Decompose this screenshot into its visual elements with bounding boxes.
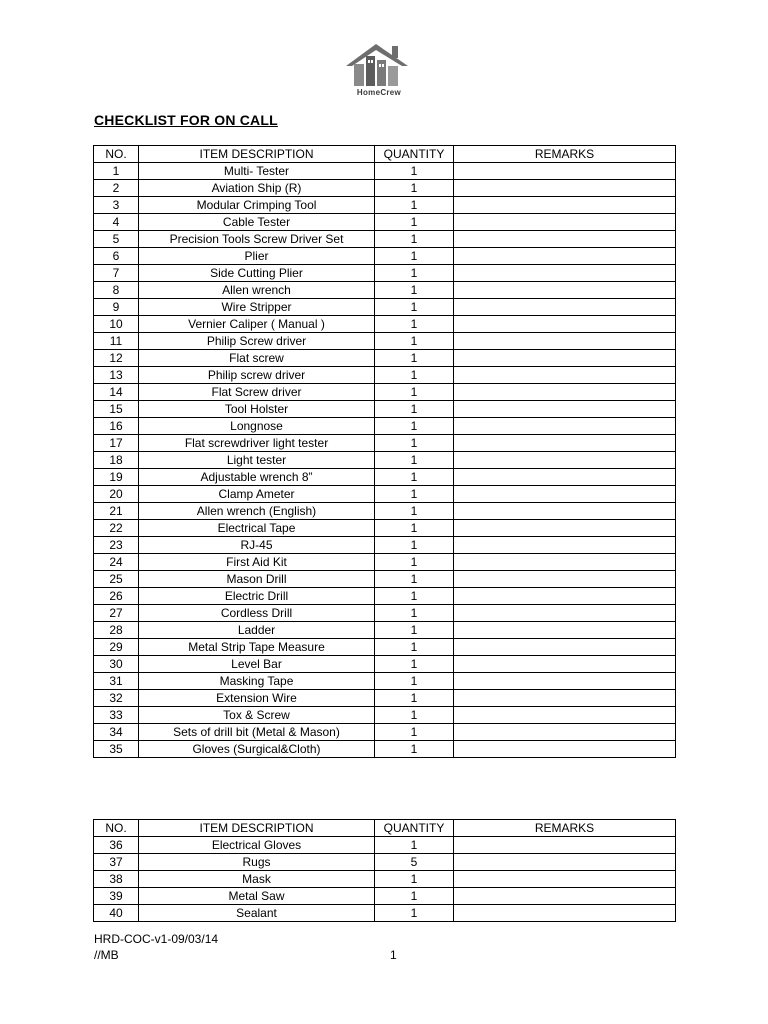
item-description-cell: Metal Strip Tape Measure [139,639,375,656]
quantity-cell: 1 [375,724,454,741]
remarks-cell[interactable] [454,316,676,333]
item-description-cell: Philip screw driver [139,367,375,384]
item-number-cell: 23 [94,537,139,554]
column-header-no: NO. [94,146,139,163]
quantity-cell: 1 [375,656,454,673]
item-number-cell: 38 [94,871,139,888]
table-row [94,741,676,758]
column-header-remarks: REMARKS [454,146,676,163]
remarks-cell[interactable] [454,588,676,605]
item-number-cell: 10 [94,316,139,333]
remarks-cell[interactable] [454,418,676,435]
item-number-cell: 17 [94,435,139,452]
item-description-cell: Cordless Drill [139,605,375,622]
remarks-cell[interactable] [454,871,676,888]
table-row [94,418,676,435]
remarks-cell[interactable] [454,707,676,724]
item-number-cell: 29 [94,639,139,656]
item-number-cell: 1 [94,163,139,180]
remarks-cell[interactable] [454,435,676,452]
item-number-cell: 20 [94,486,139,503]
table-row [94,180,676,197]
quantity-cell: 5 [375,854,454,871]
remarks-cell[interactable] [454,571,676,588]
quantity-cell: 1 [375,690,454,707]
table-body [94,837,676,922]
table-header-row [94,146,676,163]
item-description-cell: Tox & Screw [139,707,375,724]
quantity-cell: 1 [375,707,454,724]
item-description-cell: Mason Drill [139,571,375,588]
remarks-cell[interactable] [454,248,676,265]
quantity-cell: 1 [375,316,454,333]
quantity-cell: 1 [375,248,454,265]
item-number-cell: 4 [94,214,139,231]
quantity-cell: 1 [375,905,454,922]
item-description-cell: Electric Drill [139,588,375,605]
quantity-cell: 1 [375,180,454,197]
table-header-row [94,820,676,837]
table-row [94,520,676,537]
table-row [94,469,676,486]
item-number-cell: 40 [94,905,139,922]
table-row [94,854,676,871]
table-row [94,282,676,299]
remarks-cell[interactable] [454,639,676,656]
table-row [94,837,676,854]
company-logo [340,40,418,100]
item-description-cell: Masking Tape [139,673,375,690]
quantity-cell: 1 [375,503,454,520]
table-row [94,588,676,605]
remarks-cell[interactable] [454,197,676,214]
quantity-cell: 1 [375,486,454,503]
remarks-cell[interactable] [454,469,676,486]
remarks-cell[interactable] [454,690,676,707]
table-row [94,503,676,520]
item-description-cell: Ladder [139,622,375,639]
quantity-cell: 1 [375,837,454,854]
item-description-cell: Wire Stripper [139,299,375,316]
remarks-cell[interactable] [454,333,676,350]
remarks-cell[interactable] [454,180,676,197]
table-row [94,265,676,282]
table-row [94,248,676,265]
item-number-cell: 8 [94,282,139,299]
item-description-cell: Philip Screw driver [139,333,375,350]
remarks-cell[interactable] [454,350,676,367]
quantity-cell: 1 [375,333,454,350]
remarks-cell[interactable] [454,520,676,537]
remarks-cell[interactable] [454,503,676,520]
item-description-cell: Side Cutting Plier [139,265,375,282]
remarks-cell[interactable] [454,265,676,282]
remarks-cell[interactable] [454,282,676,299]
table-row [94,401,676,418]
item-description-cell: Aviation Ship (R) [139,180,375,197]
item-description-cell: Sealant [139,905,375,922]
item-number-cell: 6 [94,248,139,265]
quantity-cell: 1 [375,163,454,180]
table-row [94,197,676,214]
quantity-cell: 1 [375,639,454,656]
item-description-cell: Flat Screw driver [139,384,375,401]
remarks-cell[interactable] [454,452,676,469]
item-description-cell: Modular Crimping Tool [139,197,375,214]
item-number-cell: 34 [94,724,139,741]
table-row [94,605,676,622]
remarks-cell[interactable] [454,231,676,248]
table-row [94,656,676,673]
item-description-cell: RJ-45 [139,537,375,554]
table-row [94,888,676,905]
remarks-cell[interactable] [454,554,676,571]
quantity-cell: 1 [375,469,454,486]
item-description-cell: Allen wrench [139,282,375,299]
item-description-cell: Mask [139,871,375,888]
table-row [94,367,676,384]
item-description-cell: Allen wrench (English) [139,503,375,520]
remarks-cell[interactable] [454,163,676,180]
item-description-cell: Flat screw [139,350,375,367]
quantity-cell: 1 [375,537,454,554]
item-number-cell: 15 [94,401,139,418]
table-row [94,350,676,367]
item-description-cell: Clamp Ameter [139,486,375,503]
item-number-cell: 39 [94,888,139,905]
table-row [94,707,676,724]
column-header-item-description: ITEM DESCRIPTION [139,146,375,163]
remarks-cell[interactable] [454,854,676,871]
item-number-cell: 27 [94,605,139,622]
table-row [94,554,676,571]
item-number-cell: 37 [94,854,139,871]
quantity-cell: 1 [375,435,454,452]
remarks-cell[interactable] [454,724,676,741]
item-description-cell: Plier [139,248,375,265]
quantity-cell: 1 [375,265,454,282]
item-number-cell: 11 [94,333,139,350]
item-number-cell: 21 [94,503,139,520]
remarks-cell[interactable] [454,214,676,231]
item-number-cell: 9 [94,299,139,316]
item-description-cell: Rugs [139,854,375,871]
item-description-cell: Longnose [139,418,375,435]
table-row [94,639,676,656]
item-description-cell: Precision Tools Screw Driver Set [139,231,375,248]
item-number-cell: 32 [94,690,139,707]
table-body [94,163,676,758]
table-row [94,214,676,231]
remarks-cell[interactable] [454,622,676,639]
quantity-cell: 1 [375,384,454,401]
table-row [94,435,676,452]
remarks-cell[interactable] [454,605,676,622]
table-row [94,384,676,401]
quantity-cell: 1 [375,367,454,384]
item-description-cell: Flat screwdriver light tester [139,435,375,452]
checklist-table-2 [93,819,676,922]
remarks-cell[interactable] [454,741,676,758]
remarks-cell[interactable] [454,486,676,503]
column-header-item-description: ITEM DESCRIPTION [139,820,375,837]
quantity-cell: 1 [375,673,454,690]
item-description-cell: Electrical Gloves [139,837,375,854]
quantity-cell: 1 [375,622,454,639]
item-description-cell: Sets of drill bit (Metal & Mason) [139,724,375,741]
table-row [94,231,676,248]
item-description-cell: Cable Tester [139,214,375,231]
page-number: 1 [390,948,397,962]
table-row [94,724,676,741]
item-description-cell: Gloves (Surgical&Cloth) [139,741,375,758]
item-number-cell: 18 [94,452,139,469]
table-row [94,163,676,180]
author-initials: //MB [94,948,119,962]
column-header-remarks: REMARKS [454,820,676,837]
table-row [94,452,676,469]
remarks-cell[interactable] [454,656,676,673]
item-number-cell: 12 [94,350,139,367]
remarks-cell[interactable] [454,673,676,690]
item-number-cell: 33 [94,707,139,724]
item-number-cell: 22 [94,520,139,537]
quantity-cell: 1 [375,888,454,905]
table-row [94,905,676,922]
item-number-cell: 24 [94,554,139,571]
quantity-cell: 1 [375,605,454,622]
column-header-quantity: QUANTITY [375,146,454,163]
item-number-cell: 13 [94,367,139,384]
item-number-cell: 36 [94,837,139,854]
item-number-cell: 31 [94,673,139,690]
remarks-cell[interactable] [454,537,676,554]
table-row [94,871,676,888]
quantity-cell: 1 [375,350,454,367]
quantity-cell: 1 [375,231,454,248]
quantity-cell: 1 [375,571,454,588]
remarks-cell[interactable] [454,837,676,854]
item-description-cell: Level Bar [139,656,375,673]
page-title: CHECKLIST FOR ON CALL [94,112,278,128]
item-number-cell: 26 [94,588,139,605]
quantity-cell: 1 [375,282,454,299]
remarks-cell[interactable] [454,299,676,316]
quantity-cell: 1 [375,401,454,418]
table-row [94,673,676,690]
house-logo-icon [340,40,418,88]
quantity-cell: 1 [375,554,454,571]
quantity-cell: 1 [375,520,454,537]
quantity-cell: 1 [375,452,454,469]
item-number-cell: 2 [94,180,139,197]
quantity-cell: 1 [375,197,454,214]
item-description-cell: Metal Saw [139,888,375,905]
quantity-cell: 1 [375,418,454,435]
table-row [94,571,676,588]
table-row [94,537,676,554]
remarks-cell[interactable] [454,384,676,401]
item-number-cell: 7 [94,265,139,282]
quantity-cell: 1 [375,299,454,316]
item-number-cell: 14 [94,384,139,401]
logo-text: HomeCrew [356,88,402,97]
quantity-cell: 1 [375,871,454,888]
checklist-table-1 [93,145,676,758]
item-number-cell: 3 [94,197,139,214]
column-header-no: NO. [94,820,139,837]
remarks-cell[interactable] [454,888,676,905]
item-number-cell: 35 [94,741,139,758]
item-number-cell: 16 [94,418,139,435]
item-description-cell: Tool Holster [139,401,375,418]
item-description-cell: Extension Wire [139,690,375,707]
item-description-cell: First Aid Kit [139,554,375,571]
quantity-cell: 1 [375,741,454,758]
table-row [94,690,676,707]
item-description-cell: Electrical Tape [139,520,375,537]
item-number-cell: 19 [94,469,139,486]
item-description-cell: Vernier Caliper ( Manual ) [139,316,375,333]
item-number-cell: 30 [94,656,139,673]
table-row [94,316,676,333]
item-number-cell: 5 [94,231,139,248]
remarks-cell[interactable] [454,401,676,418]
column-header-quantity: QUANTITY [375,820,454,837]
item-description-cell: Multi- Tester [139,163,375,180]
table-row [94,299,676,316]
quantity-cell: 1 [375,214,454,231]
item-description-cell: Adjustable wrench 8” [139,469,375,486]
document-code: HRD-COC-v1-09/03/14 [94,932,219,946]
remarks-cell[interactable] [454,367,676,384]
item-number-cell: 28 [94,622,139,639]
item-description-cell: Light tester [139,452,375,469]
item-number-cell: 25 [94,571,139,588]
quantity-cell: 1 [375,588,454,605]
table-row [94,622,676,639]
remarks-cell[interactable] [454,905,676,922]
table-row [94,333,676,350]
table-row [94,486,676,503]
